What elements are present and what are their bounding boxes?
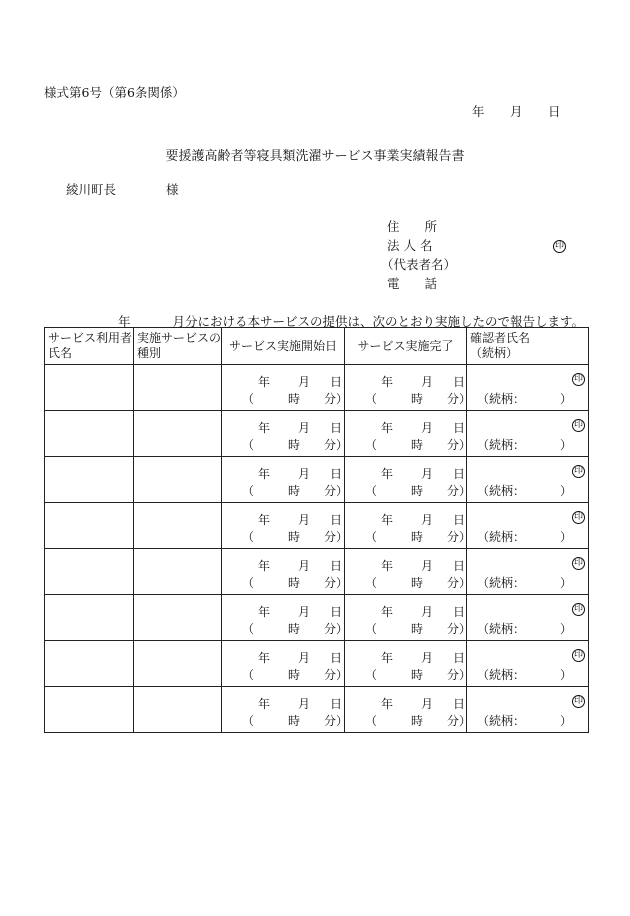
user-name-cell[interactable] — [45, 365, 134, 411]
table-row — [45, 411, 589, 457]
table-row — [45, 641, 589, 687]
addressee — [66, 180, 179, 198]
table-row — [45, 549, 589, 595]
start-datetime-cell[interactable]: 年 月 日 （ 時 分） — [222, 503, 345, 549]
seal-icon: 印 — [573, 696, 583, 706]
intro-text: 月分における本サービスの提供は、次のとおり実施したので報告します。 — [172, 314, 585, 329]
user-name-cell[interactable] — [45, 457, 134, 503]
start-datetime-cell[interactable]: 年 月 日 （ 時 分） — [222, 549, 345, 595]
table-row — [45, 687, 589, 733]
seal-icon: 印 — [573, 512, 583, 522]
end-datetime-cell[interactable]: 年 月 日 （ 時 分） — [345, 365, 467, 411]
confirmer-cell[interactable]: 印 （続柄： ） — [467, 549, 589, 595]
start-datetime-cell[interactable]: 年 月 日 （ 時 分） — [222, 411, 345, 457]
date-day-label: 日 — [548, 104, 561, 119]
table-row — [45, 503, 589, 549]
relation-label: （続柄： — [477, 576, 526, 590]
end-datetime-cell[interactable]: 年 月 日 （ 時 分） — [345, 641, 467, 687]
address-label: 住 所 — [387, 219, 438, 234]
start-datetime-cell[interactable]: 年 月 日 （ 時 分） — [222, 641, 345, 687]
start-datetime-cell[interactable]: 年 月 日 （ 時 分） — [222, 595, 345, 641]
seal-icon: 印 — [573, 558, 583, 568]
start-datetime-cell[interactable]: 年 月 日 （ 時 分） — [222, 687, 345, 733]
end-datetime-cell[interactable]: 年 月 日 （ 時 分） — [345, 687, 467, 733]
representative-label: （代表者名） — [381, 257, 457, 272]
header-user-name: サービス利用者 氏名 — [45, 328, 134, 365]
service-type-cell[interactable] — [134, 411, 222, 457]
table-header-row — [45, 328, 589, 365]
seal-icon: 印 — [573, 374, 583, 384]
table-row — [45, 595, 589, 641]
user-name-cell[interactable] — [45, 595, 134, 641]
end-datetime-cell[interactable]: 年 月 日 （ 時 分） — [345, 411, 467, 457]
relation-label: （続柄： — [477, 438, 526, 452]
service-type-cell[interactable] — [134, 549, 222, 595]
addressee-honorific: 様 — [166, 182, 179, 197]
document-title: 要援護高齢者等寝具類洗濯サービス事業実績報告書 — [165, 149, 465, 164]
confirmer-cell[interactable]: 印 （続柄： ） — [467, 595, 589, 641]
date-month-label: 月 — [510, 104, 523, 119]
confirmer-cell[interactable]: 印 （続柄： ） — [467, 365, 589, 411]
phone-label: 電 話 — [387, 276, 438, 291]
confirmer-cell[interactable]: 印 （続柄： ） — [467, 411, 589, 457]
date-year-label: 年 — [472, 104, 485, 119]
header-start-date: サービス実施開始日 — [222, 328, 345, 365]
seal-icon: 印 — [573, 650, 583, 660]
corp-name-label: 法 人 名 — [387, 238, 433, 253]
user-name-cell[interactable] — [45, 549, 134, 595]
report-table — [44, 327, 589, 733]
relation-label: （続柄： — [477, 714, 526, 728]
service-type-cell[interactable] — [134, 687, 222, 733]
relation-label: （続柄： — [477, 530, 526, 544]
seal-icon: 印 — [573, 420, 583, 430]
service-type-cell[interactable] — [134, 457, 222, 503]
seal-icon: 印 — [573, 604, 583, 614]
intro-year: 年 — [118, 314, 131, 329]
end-datetime-cell[interactable]: 年 月 日 （ 時 分） — [345, 503, 467, 549]
service-type-cell[interactable] — [134, 503, 222, 549]
confirmer-cell[interactable]: 印 （続柄： ） — [467, 457, 589, 503]
table-row — [45, 365, 589, 411]
seal-icon: 印 — [573, 466, 583, 476]
header-confirmer: 確認者氏名 （続柄） — [467, 328, 589, 365]
form-number: 様式第6号（第6条関係） — [44, 85, 185, 100]
addressee-name: 綾川町長 — [66, 182, 117, 197]
service-type-cell[interactable] — [134, 595, 222, 641]
seal-icon: 印 — [554, 241, 564, 251]
start-datetime-cell[interactable]: 年 月 日 （ 時 分） — [222, 365, 345, 411]
user-name-cell[interactable] — [45, 687, 134, 733]
relation-label: （続柄： — [477, 622, 526, 636]
end-datetime-cell[interactable]: 年 月 日 （ 時 分） — [345, 457, 467, 503]
confirmer-cell[interactable]: 印 （続柄： ） — [467, 641, 589, 687]
start-datetime-cell[interactable]: 年 月 日 （ 時 分） — [222, 457, 345, 503]
user-name-cell[interactable] — [45, 503, 134, 549]
end-datetime-cell[interactable]: 年 月 日 （ 時 分） — [345, 595, 467, 641]
relation-label: （続柄： — [477, 392, 526, 406]
user-name-cell[interactable] — [45, 411, 134, 457]
service-type-cell[interactable] — [134, 641, 222, 687]
table-row — [45, 457, 589, 503]
service-type-cell[interactable] — [134, 365, 222, 411]
relation-label: （続柄： — [477, 668, 526, 682]
header-service-type: 実施サービスの 種別 — [134, 328, 222, 365]
confirmer-cell[interactable]: 印 （続柄： ） — [467, 687, 589, 733]
header-end-date: サービス実施完了 — [345, 328, 467, 365]
confirmer-cell[interactable]: 印 （続柄： ） — [467, 503, 589, 549]
end-datetime-cell[interactable]: 年 月 日 （ 時 分） — [345, 549, 467, 595]
user-name-cell[interactable] — [45, 641, 134, 687]
relation-label: （続柄： — [477, 484, 526, 498]
report-date — [472, 102, 586, 120]
